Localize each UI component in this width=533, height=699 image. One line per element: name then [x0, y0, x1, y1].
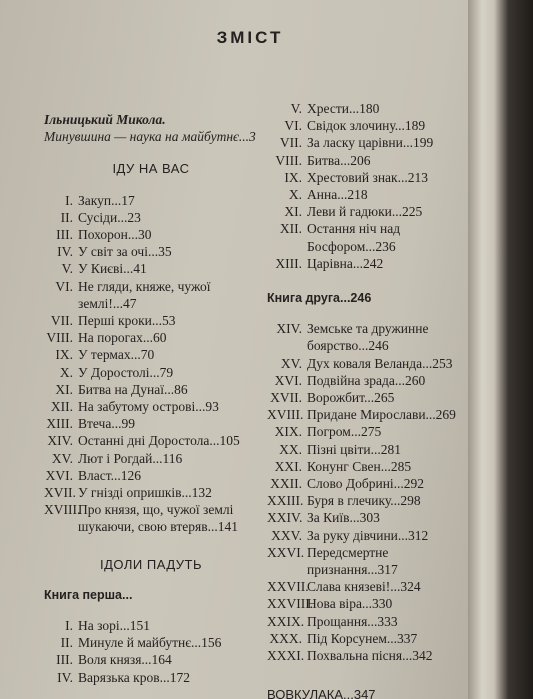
chapter-number: VI.	[284, 118, 302, 134]
toc-list-part1	[44, 192, 258, 536]
chapter-title: Ворожбит...265	[307, 390, 395, 406]
chapter-title: У світ за очі...35	[78, 244, 172, 260]
toc-entry	[44, 329, 258, 346]
chapter-title: Слава князеві!...324	[307, 579, 421, 595]
chapter-number: IX.	[55, 347, 73, 363]
chapter-title: У Доростолі...79	[78, 364, 174, 380]
chapter-number: XXIII.	[267, 493, 304, 509]
toc-entry	[267, 320, 467, 354]
author-name: Ільницький Микола.	[44, 112, 166, 127]
chapter-title: Земське та дружинне боярство...246	[307, 321, 429, 354]
toc-entry	[44, 364, 258, 381]
toc-entry	[44, 415, 258, 432]
toc-entry	[44, 450, 258, 467]
chapter-title: Власт...126	[78, 467, 141, 483]
chapter-title: Лют і Рогдай...116	[78, 450, 183, 466]
toc-entry	[44, 312, 258, 329]
chapter-number: XVIII.	[44, 502, 81, 518]
toc-entry	[267, 578, 467, 595]
chapter-number: V.	[290, 101, 302, 116]
chapter-title: Погром...275	[307, 424, 382, 440]
chapter-title: Буря в глечику...298	[307, 493, 421, 509]
toc-entry	[267, 152, 467, 169]
chapter-title: Нова віра...330	[307, 596, 393, 612]
chapter-number: XVII.	[270, 390, 302, 406]
toc-entry	[267, 423, 467, 440]
toc-entry	[267, 186, 467, 203]
chapter-title: Битва на Дунаї...86	[78, 381, 188, 397]
toc-entry	[44, 381, 258, 398]
chapter-number: XXVIII.	[267, 596, 314, 612]
chapter-number: XVI.	[274, 372, 302, 388]
chapter-number: XXVI.	[267, 544, 305, 560]
toc-entry	[44, 278, 258, 312]
chapter-title: Останні дні Доростола...105	[78, 433, 240, 449]
chapter-number: VI.	[55, 278, 73, 294]
chapter-title: У гнізді опришків...132	[78, 485, 212, 501]
preface-entry: Минувшина — наука на майбутнє...3	[44, 129, 256, 145]
chapter-number: XXII.	[270, 476, 302, 492]
chapter-number: V.	[61, 261, 73, 277]
chapter-number: IX.	[284, 169, 302, 185]
toc-list-book-one-cont	[267, 100, 467, 272]
page-title: ЗМІСТ	[216, 28, 284, 47]
chapter-number: XI.	[55, 381, 73, 397]
chapter-number: XIV.	[47, 433, 73, 449]
chapter-number: XI.	[284, 204, 302, 220]
toc-entry	[44, 260, 258, 277]
toc-entry	[267, 630, 467, 647]
chapter-title: Хрести...180	[307, 101, 380, 116]
toc-left-column	[44, 111, 258, 686]
chapter-title: Прощання...333	[307, 613, 398, 629]
toc-entry	[267, 220, 467, 254]
chapter-number: X.	[59, 364, 73, 380]
toc-list-book-one	[44, 617, 258, 686]
section-title-idu-na-vas: ІДУ НА ВАС	[112, 161, 190, 177]
toc-entry	[44, 432, 258, 449]
chapter-number: XXV.	[271, 527, 302, 543]
chapter-title: Не гляди, княже, чужої землі!...47	[78, 278, 211, 311]
toc-entry	[44, 651, 258, 668]
toc-entry	[44, 209, 258, 226]
toc-entry	[267, 458, 467, 475]
chapter-number: IV.	[57, 669, 73, 685]
chapter-number: XXX.	[269, 630, 302, 646]
vovkulaka-entry: ВОВКУЛАКА...347	[267, 687, 376, 699]
toc-entry	[44, 226, 258, 243]
toc-entry	[267, 527, 467, 544]
chapter-title: Дух коваля Веланда...253	[307, 355, 453, 371]
chapter-title: Свідок злочину...189	[307, 118, 426, 134]
chapter-title: Подвійна зрада...260	[307, 372, 426, 388]
chapter-number: XII.	[279, 221, 302, 237]
chapter-title: Придане Мирослави...269	[307, 407, 456, 423]
toc-entry	[267, 492, 467, 509]
chapter-title: Минуле й майбутнє...156	[78, 635, 222, 651]
toc-entry	[267, 100, 467, 117]
chapter-title: Варязька кров...172	[78, 669, 190, 685]
toc-entry	[267, 544, 467, 578]
chapter-number: I.	[65, 618, 73, 634]
chapter-title: Сусіди...23	[78, 209, 141, 225]
chapter-title: Слово Добрині...292	[307, 476, 425, 492]
chapter-title: Передсмертне признання...317	[307, 544, 398, 578]
toc-entry	[44, 669, 258, 686]
chapter-title: Царівна...242	[307, 255, 384, 271]
chapter-title: У термах...70	[78, 347, 155, 363]
toc-entry	[267, 406, 467, 423]
chapter-title: За руку дівчини...312	[307, 527, 429, 543]
chapter-number: II.	[60, 209, 73, 225]
toc-entry	[267, 255, 467, 272]
chapter-title: Анна...218	[307, 187, 368, 203]
chapter-number: III.	[56, 652, 73, 668]
chapter-number: XXXI.	[267, 648, 305, 664]
chapter-number: VIII.	[46, 330, 73, 346]
toc-entry	[267, 613, 467, 630]
toc-entry	[44, 634, 258, 651]
chapter-number: XXIV.	[267, 510, 303, 526]
toc-entry	[267, 355, 467, 372]
chapter-number: XIX.	[274, 424, 302, 440]
chapter-number: XII.	[50, 399, 73, 415]
chapter-number: XVII.	[44, 485, 76, 501]
chapter-title: Похвальна пісня...342	[307, 648, 433, 664]
chapter-number: XIII.	[46, 416, 73, 432]
chapter-number: XVI.	[45, 467, 73, 483]
chapter-title: Остання ніч над Босфором...236	[307, 221, 401, 254]
chapter-title: Перші кроки...53	[78, 313, 176, 329]
chapter-number: XV.	[280, 355, 302, 371]
chapter-number: XIII.	[275, 255, 302, 271]
chapter-number: VIII.	[275, 152, 302, 168]
toc-entry	[44, 484, 258, 501]
chapter-number: XXIX.	[267, 613, 305, 629]
toc-entry	[267, 134, 467, 151]
chapter-number: XXI.	[274, 458, 302, 474]
chapter-title: Під Корсунем...337	[307, 630, 418, 646]
chapter-title: Закуп...17	[78, 192, 135, 208]
section-title-idoly-padut: ІДОЛИ ПАДУТЬ	[100, 556, 202, 572]
toc-entry	[44, 192, 258, 209]
chapter-number: XV.	[51, 450, 73, 466]
toc-entry	[44, 617, 258, 634]
toc-entry	[44, 243, 258, 260]
chapter-title: Пізні цвіти...281	[307, 441, 402, 457]
chapter-title: Про князя, що, чужої землі шукаючи, свою втеряв...141	[78, 502, 238, 535]
toc-list-book-two	[267, 320, 467, 664]
chapter-number: I.	[65, 192, 73, 208]
chapter-number: IV.	[57, 244, 73, 260]
chapter-number: VII.	[279, 135, 302, 151]
toc-entry	[44, 467, 258, 484]
toc-entry	[44, 501, 258, 535]
chapter-number: XX.	[279, 441, 302, 457]
chapter-title: Втеча...99	[78, 416, 135, 432]
toc-entry	[267, 475, 467, 492]
toc-entry	[267, 509, 467, 526]
toc-right-column	[267, 100, 467, 699]
chapter-number: VII.	[50, 313, 73, 329]
toc-entry	[267, 117, 467, 134]
toc-entry	[267, 389, 467, 406]
chapter-title: На зорі...151	[78, 618, 150, 634]
toc-entry	[44, 398, 258, 415]
book-one-heading: Книга перша...	[44, 587, 133, 602]
book-two-heading: Книга друга...246	[267, 291, 372, 306]
toc-entry	[267, 372, 467, 389]
chapter-title: Похорон...30	[78, 227, 152, 243]
toc-entry	[267, 441, 467, 458]
chapter-number: XXVII.	[267, 579, 309, 595]
chapter-number: II.	[60, 635, 73, 651]
chapter-title: Битва...206	[307, 152, 371, 168]
chapter-title: За ласку царівни...199	[307, 135, 434, 151]
chapter-number: X.	[288, 187, 302, 203]
toc-entry	[267, 595, 467, 612]
toc-entry	[44, 346, 258, 363]
toc-entry	[267, 203, 467, 220]
chapter-title: Воля князя...164	[78, 652, 172, 668]
chapter-title: На забутому острові...93	[78, 399, 219, 415]
toc-entry	[267, 169, 467, 186]
chapter-number: XIV.	[276, 321, 302, 337]
chapter-title: У Києві...41	[78, 261, 147, 277]
chapter-title: Леви й гадюки...225	[307, 204, 423, 220]
chapter-title: Хрестовий знак...213	[307, 169, 428, 185]
chapter-number: XVIII.	[267, 407, 304, 423]
chapter-title: За Київ...303	[307, 510, 380, 526]
chapter-title: На порогах...60	[78, 330, 167, 346]
toc-entry	[267, 647, 467, 664]
book-page-edge	[468, 0, 533, 699]
chapter-title: Конунг Свен...285	[307, 458, 412, 474]
chapter-number: III.	[56, 227, 73, 243]
